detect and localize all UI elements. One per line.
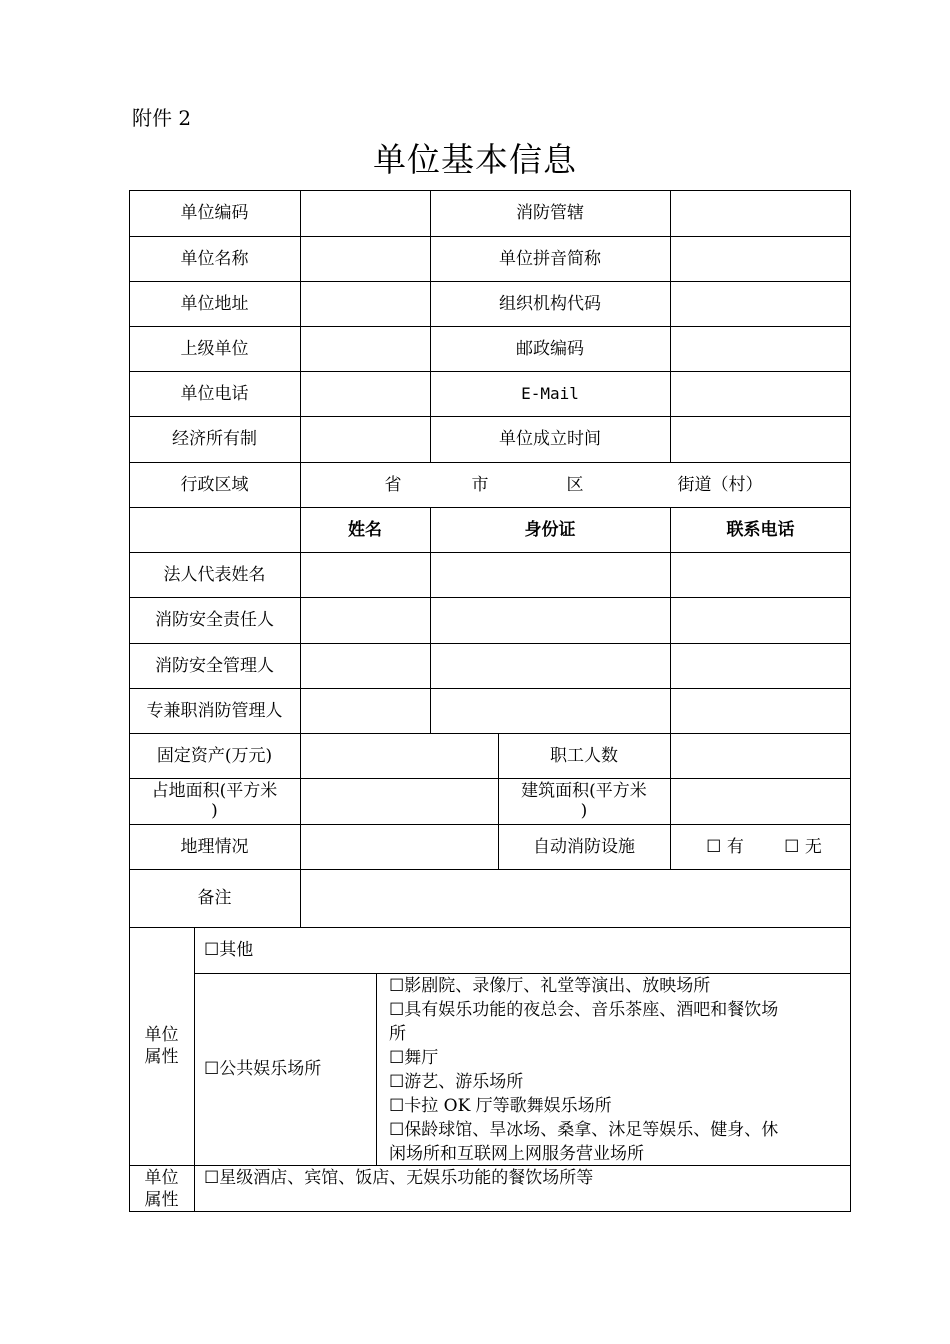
value-remarks[interactable] — [300, 869, 851, 927]
label-auto-fire: 自动消防设施 — [533, 836, 635, 857]
header-id-card: 身份证 — [524, 519, 576, 540]
attr2-label-line1: 单位 — [144, 1167, 179, 1188]
label-postal-code: 邮政编码 — [516, 338, 584, 359]
attachment-label: 附件 2 — [132, 106, 192, 130]
value-unit-phone[interactable] — [300, 371, 430, 416]
label-building-area — [498, 778, 670, 824]
label-admin-region: 行政区域 — [180, 474, 249, 495]
label-org-code: 组织机构代码 — [499, 293, 601, 314]
attr-label-line2: 属性 — [144, 1047, 179, 1067]
label-fire-safety-responsible: 消防安全责任人 — [155, 610, 274, 630]
value-org-code[interactable] — [670, 281, 851, 326]
option-dance-hall[interactable]: ☐舞厅 — [389, 1048, 439, 1068]
label-unit-attributes-2 — [129, 1165, 194, 1212]
attr2-label-line2: 属性 — [144, 1189, 179, 1210]
label-land-area — [129, 778, 300, 824]
label-unit-attributes — [129, 927, 194, 1165]
option-nightclub[interactable]: ☐具有娱乐功能的夜总会、音乐茶座、酒吧和餐饮场 — [389, 1000, 779, 1020]
value-unit-code[interactable] — [300, 190, 430, 236]
header-phone: 联系电话 — [726, 519, 795, 540]
header-name: 姓名 — [348, 519, 382, 540]
region-street: 街道（村） — [677, 474, 763, 495]
label-email: E-Mail — [521, 383, 579, 403]
option-bowling[interactable]: ☐保龄球馆、旱冰场、桑拿、沐足等娱乐、健身、休 — [389, 1120, 779, 1140]
region-city: 市 — [471, 474, 489, 495]
label-remarks: 备注 — [197, 888, 232, 908]
entertainment-options — [389, 974, 845, 1166]
checkbox-other[interactable]: ☐其他 — [204, 940, 254, 960]
label-unit-name: 单位名称 — [180, 248, 249, 269]
value-unit-name[interactable] — [300, 236, 430, 281]
option-cinema[interactable]: ☐影剧院、录像厅、礼堂等演出、放映场所 — [389, 976, 711, 996]
label-fire-admin: 专兼职消防管理人 — [146, 700, 283, 721]
checkbox-auto-fire-yes[interactable]: ☐ 有 — [706, 836, 744, 857]
option-bowling-cont: 闲场所和互联网上网服务营业场所 — [389, 1144, 644, 1164]
value-email[interactable] — [670, 371, 851, 416]
label-fire-safety-manager: 消防安全管理人 — [155, 655, 274, 676]
value-parent-unit[interactable] — [300, 326, 430, 371]
checkbox-public-entertainment[interactable]: ☐公共娱乐场所 — [204, 1059, 322, 1079]
value-founding-date[interactable] — [670, 416, 851, 462]
region-district: 区 — [566, 474, 584, 495]
label-unit-address: 单位地址 — [180, 293, 249, 314]
attr-label-line1: 单位 — [144, 1025, 179, 1045]
label-geography: 地理情况 — [180, 836, 249, 857]
page-title: 单位基本信息 — [373, 140, 577, 179]
label-pinyin-abbr: 单位拼音简称 — [499, 248, 601, 269]
label-unit-code: 单位编码 — [180, 203, 249, 223]
land-area-line1: 占地面积(平方米 — [151, 781, 278, 801]
value-pinyin-abbr[interactable] — [670, 236, 851, 281]
option-nightclub-cont: 所 — [389, 1024, 406, 1044]
value-postal-code[interactable] — [670, 326, 851, 371]
label-staff-count: 职工人数 — [550, 745, 618, 766]
checkbox-auto-fire-no[interactable]: ☐ 无 — [784, 836, 822, 857]
value-ownership[interactable] — [300, 416, 430, 462]
label-legal-rep: 法人代表姓名 — [163, 564, 266, 585]
option-karaoke[interactable]: ☐卡拉 OK 厅等歌舞娱乐场所 — [389, 1096, 612, 1116]
label-parent-unit: 上级单位 — [180, 338, 249, 359]
building-area-line2: ) — [580, 801, 588, 821]
option-arcade[interactable]: ☐游艺、游乐场所 — [389, 1072, 524, 1092]
checkbox-hotel[interactable]: ☐星级酒店、宾馆、饭店、无娱乐功能的餐饮场所等 — [204, 1168, 594, 1188]
value-fire-jurisdiction[interactable] — [670, 190, 851, 236]
land-area-line2: ) — [211, 801, 218, 821]
label-unit-phone: 单位电话 — [180, 383, 249, 404]
label-fixed-assets: 固定资产(万元) — [156, 745, 273, 766]
region-province: 省 — [384, 474, 402, 495]
label-ownership: 经济所有制 — [172, 429, 257, 449]
label-founding-date: 单位成立时间 — [499, 429, 601, 449]
value-unit-address[interactable] — [300, 281, 430, 326]
building-area-line1: 建筑面积(平方米 — [521, 781, 647, 801]
label-fire-jurisdiction: 消防管辖 — [516, 203, 584, 223]
